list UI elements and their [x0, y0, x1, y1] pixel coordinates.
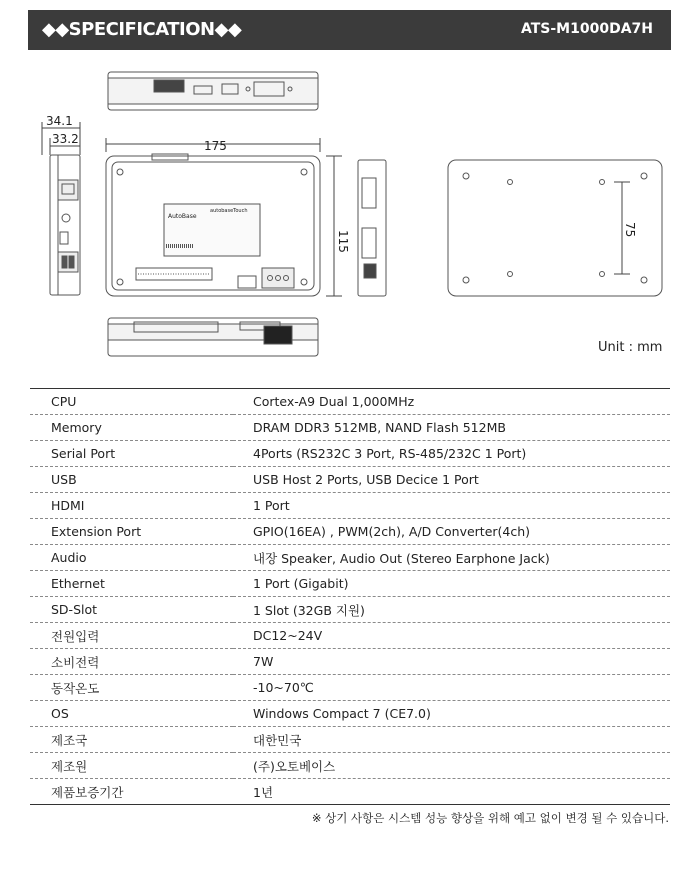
spec-key: 동작온도 [30, 675, 233, 701]
unit-label: Unit : mm [598, 340, 663, 355]
spec-key: Ethernet [30, 571, 233, 597]
spec-key: 전원입력 [30, 623, 233, 649]
spec-value: 1 Slot (32GB 지원) [233, 597, 670, 623]
label-brand: AutoBase [168, 213, 197, 220]
spec-key: SD-Slot [30, 597, 233, 623]
spec-row [30, 701, 670, 727]
spec-key: Serial Port [30, 441, 233, 467]
spec-key: Extension Port [30, 519, 233, 545]
spec-key: 제조국 [30, 727, 233, 753]
spec-value: 내장 Speaker, Audio Out (Stereo Earphone Jack) [233, 545, 670, 571]
front-view [106, 154, 320, 296]
drawing-svg [28, 60, 671, 380]
spec-key: Audio [30, 545, 233, 571]
spec-value: DC12~24V [233, 623, 670, 649]
spec-key: CPU [30, 389, 233, 415]
spec-value: 1 Port [233, 493, 670, 519]
spec-row [30, 493, 670, 519]
spec-value: GPIO(16EA) , PWM(2ch), A/D Converter(4ch) [233, 519, 670, 545]
spec-value: 7W [233, 649, 670, 675]
spec-table [30, 388, 670, 805]
spec-row [30, 415, 670, 441]
dimension-drawing [28, 60, 671, 380]
spec-row [30, 519, 670, 545]
dim-mount: 75 [623, 222, 637, 238]
spec-header [28, 10, 671, 50]
spec-value: 1 Port (Gigabit) [233, 571, 670, 597]
spec-row [30, 623, 670, 649]
spec-key: OS [30, 701, 233, 727]
dim-side-inner: 33.2 [52, 132, 79, 146]
spec-row [30, 389, 670, 415]
spec-value: 4Ports (RS232C 3 Port, RS-485/232C 1 Port) [233, 441, 670, 467]
dim-width: 175 [204, 139, 227, 153]
model-name: ATS-M1000DA7H [520, 21, 653, 37]
dim-side-outer: 34.1 [46, 114, 73, 128]
spec-row [30, 727, 670, 753]
spec-row [30, 467, 670, 493]
right-side-view [358, 160, 386, 296]
spec-key: HDMI [30, 493, 233, 519]
spec-key: 소비전력 [30, 649, 233, 675]
spec-value: USB Host 2 Ports, USB Decice 1 Port [233, 467, 670, 493]
spec-row [30, 675, 670, 701]
spec-row [30, 779, 670, 805]
spec-row [30, 441, 670, 467]
spec-row [30, 545, 670, 571]
spec-row [30, 649, 670, 675]
spec-value: DRAM DDR3 512MB, NAND Flash 512MB [233, 415, 670, 441]
spec-row [30, 597, 670, 623]
spec-value: 대한민국 [233, 727, 670, 753]
header-title: ◆◆SPECIFICATION◆◆ [42, 19, 242, 40]
spec-key: 제조원 [30, 753, 233, 779]
spec-row [30, 571, 670, 597]
spec-key: Memory [30, 415, 233, 441]
spec-value: Windows Compact 7 (CE7.0) [233, 701, 670, 727]
spec-value: Cortex-A9 Dual 1,000MHz [233, 389, 670, 415]
spec-value: 1년 [233, 779, 670, 805]
spec-key: USB [30, 467, 233, 493]
top-view [108, 72, 318, 110]
spec-value: (주)오토베이스 [233, 753, 670, 779]
spec-table-body [30, 389, 670, 805]
dim-height: 115 [336, 230, 350, 253]
spec-key: 제품보증기간 [30, 779, 233, 805]
left-side-view [50, 155, 80, 295]
footnote: ※ 상기 사항은 시스템 성능 향상을 위해 예고 없이 변경 될 수 있습니다. [311, 811, 669, 825]
label-product: autobaseTouch [210, 208, 248, 214]
spec-row [30, 753, 670, 779]
bottom-view [108, 318, 318, 356]
spec-value: -10~70℃ [233, 675, 670, 701]
